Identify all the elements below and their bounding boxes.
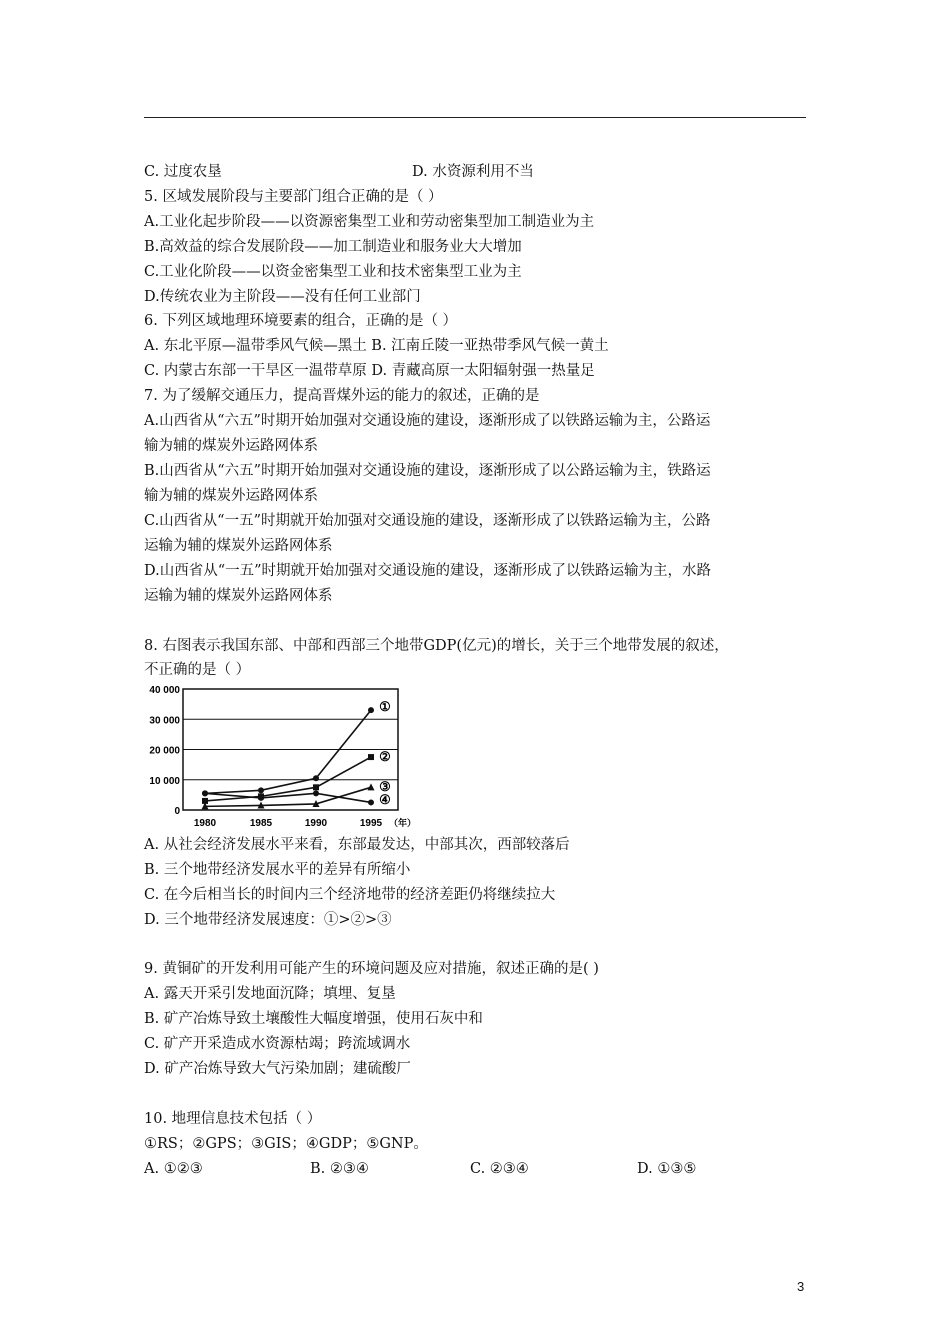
q6-stem: 6. 下列区域地理环境要素的组合，正确的是（ ） <box>144 313 458 329</box>
y-tick-label: 20 000 <box>149 745 180 757</box>
series-line <box>205 787 371 806</box>
q8-stem: 8. 右图表示我国东部、中部和西部三个地带GDP(亿元)的增长，关于三个地带发展的叙述， <box>144 638 729 654</box>
q10-option-a: A. ①②③ <box>144 1161 203 1177</box>
data-point <box>368 799 374 805</box>
q9-option-a: A. 露天开采引发地面沉降；填埋、复垦 <box>144 986 396 1002</box>
series-label: ③ <box>379 779 391 794</box>
header-rule <box>144 117 806 118</box>
x-tick-label: 1990 <box>304 818 328 829</box>
data-point <box>313 790 319 796</box>
data-point <box>313 775 319 781</box>
x-tick-label: 1985 <box>249 818 273 829</box>
data-point <box>258 795 264 801</box>
series-label: ① <box>379 699 391 714</box>
q7-option-b-cont: 输为辅的煤炭外运路网体系 <box>144 488 318 504</box>
data-point <box>368 754 374 760</box>
q10-option-d: D. ①③⑤ <box>637 1161 697 1177</box>
q7-option-a: A.山西省从“六五”时期开始加强对交通设施的建设，逐渐形成了以铁路运输为主，公路运 <box>144 413 711 429</box>
q7-option-d-cont: 运输为辅的煤炭外运路网体系 <box>144 588 333 604</box>
series-label: ② <box>379 749 391 764</box>
data-point <box>258 787 264 793</box>
q7-option-c-cont: 运输为辅的煤炭外运路网体系 <box>144 538 333 554</box>
q10-option-b: B. ②③④ <box>310 1161 369 1177</box>
data-point <box>368 783 375 790</box>
q10-stem: 10. 地理信息技术包括（ ） <box>144 1111 322 1127</box>
y-tick-label: 40 000 <box>149 685 180 696</box>
series-line <box>205 710 371 793</box>
q9-option-d: D. 矿产冶炼导致大气污染加剧；建硫酸厂 <box>144 1061 411 1077</box>
q5-option-c: C.工业化阶段——以资金密集型工业和技术密集型工业为主 <box>144 264 522 280</box>
q7-option-b: B.山西省从“六五”时期开始加强对交通设施的建设，逐渐形成了以公路运输为主，铁路运 <box>144 463 711 479</box>
q6-options-cd: C. 内蒙古东部一干旱区一温带草原 D. 青藏高原一太阳辐射强一热量足 <box>144 363 595 379</box>
x-unit-label: （年） <box>389 818 417 828</box>
q7-option-c: C.山西省从“一五”时期就开始加强对交通设施的建设，逐渐形成了以铁路运输为主，公路 <box>144 513 711 529</box>
q4-option-d: D. 水资源利用不当 <box>412 164 534 180</box>
y-tick-label: 0 <box>174 806 180 817</box>
q9-option-b: B. 矿产冶炼导致土壤酸性大幅度增强，使用石灰中和 <box>144 1011 483 1027</box>
data-point <box>368 707 374 713</box>
y-tick-label: 10 000 <box>149 775 180 787</box>
q6-options-ab: A. 东北平原—温带季风气候—黑土 B. 江南丘陵一亚热带季风气候一黄土 <box>144 338 609 354</box>
q9-stem: 9. 黄铜矿的开发利用可能产生的环境问题及应对措施，叙述正确的是( ) <box>144 961 599 977</box>
q8-option-b: B. 三个地带经济发展水平的差异有所缩小 <box>144 862 411 878</box>
q8-option-a: A. 从社会经济发展水平来看，东部最发达，中部其次，西部较落后 <box>144 837 570 853</box>
data-point <box>313 784 319 790</box>
series-label: ④ <box>379 792 391 807</box>
x-tick-label: 1980 <box>193 818 217 829</box>
q7-stem: 7. 为了缓解交通压力，提高晋煤外运的能力的叙述，正确的是 <box>144 388 540 404</box>
q4-option-c: C. 过度农垦 <box>144 164 222 180</box>
q5-option-a: A.工业化起步阶段——以资源密集型工业和劳动密集型加工制造业为主 <box>144 214 595 230</box>
q5-option-d: D.传统农业为主阶段——没有任何工业部门 <box>144 289 421 305</box>
q8-stem-cont: 不正确的是（ ） <box>144 662 251 678</box>
data-point <box>202 790 208 796</box>
page-number: 3 <box>797 1279 805 1294</box>
q9-option-c: C. 矿产开采造成水资源枯竭；跨流域调水 <box>144 1036 411 1052</box>
q5-option-b: B.高效益的综合发展阶段——加工制造业和服务业大大增加 <box>144 239 522 255</box>
q8-option-c: C. 在今后相当长的时间内三个经济地带的经济差距仍将继续拉大 <box>144 887 556 903</box>
q5-stem: 5. 区域发展阶段与主要部门组合正确的是（ ） <box>144 189 443 205</box>
y-tick-label: 30 000 <box>149 715 180 727</box>
x-tick-label: 1995 <box>359 818 383 829</box>
q7-option-d: D.山西省从“一五”时期就开始加强对交通设施的建设，逐渐形成了以铁路运输为主，水路 <box>144 563 712 579</box>
q10-items: ①RS；②GPS；③GIS；④GDP；⑤GNP。 <box>144 1136 428 1152</box>
q10-option-c: C. ②③④ <box>470 1161 529 1177</box>
q7-option-a-cont: 输为辅的煤炭外运路网体系 <box>144 438 318 454</box>
gdp-line-chart <box>138 685 418 833</box>
q8-option-d: D. 三个地带经济发展速度：①>②>③ <box>144 912 392 928</box>
